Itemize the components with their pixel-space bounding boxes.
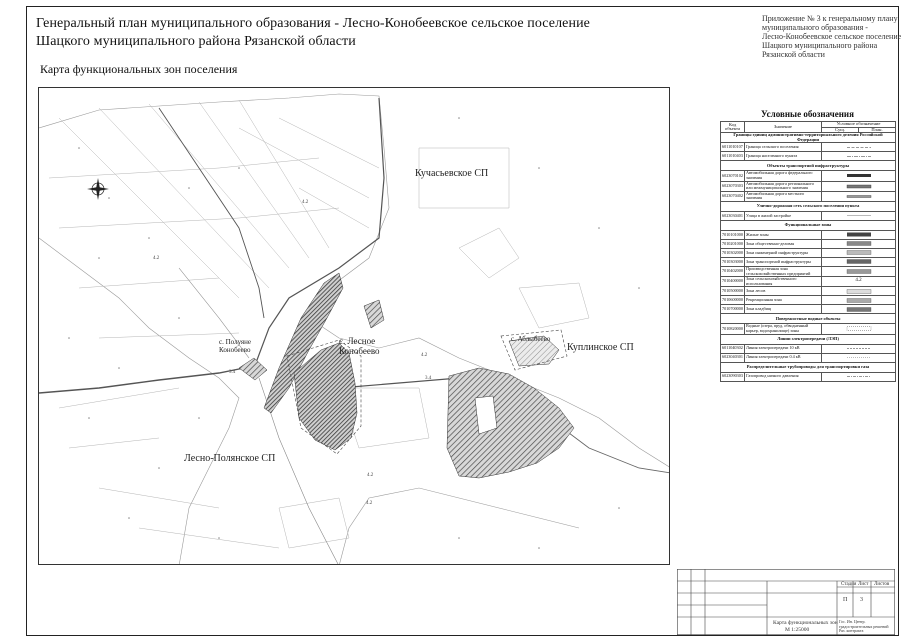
forest-dots: [68, 117, 640, 549]
legend-item-text: Зона кладбищ: [745, 305, 822, 314]
legend-section-title: Линии электропередачи (ЛЭП): [721, 334, 896, 344]
stamp-stage-value: П: [843, 597, 848, 603]
map-svg: [39, 88, 670, 565]
legend-section-title: Границы единиц административно-территориального деления Российской Федерации: [721, 133, 896, 143]
legend-section-title: Объекты транспортной инфраструктуры: [721, 161, 896, 171]
legend-section-title: Распределительные трубопроводы для транспортировки газа: [721, 362, 896, 372]
legend-item-row: [721, 353, 896, 362]
page-title-line1: Генеральный план муниципального образования - Лесно-Конобеевское сельское поселение: [36, 16, 590, 31]
legend-item-code: 7010101000: [721, 230, 745, 239]
legend-header-planned: План.: [859, 127, 896, 133]
appendix-line: муниципального образования -: [762, 23, 868, 32]
appendix-line: Шацкого муниципального района: [762, 41, 878, 50]
legend-title: Условные обозначения: [761, 109, 854, 119]
zone-code-label: 4.2: [302, 200, 309, 205]
legend-item-row: [721, 191, 896, 201]
legend-section-row: [721, 161, 896, 171]
legend-section-row: [721, 220, 896, 230]
legend-item-text: Рекреационная зона: [745, 296, 822, 305]
stamp-sheet-value: 3: [860, 597, 863, 603]
zone-code-label: 4.2: [367, 473, 374, 478]
legend-item-symbol: [822, 211, 896, 220]
appendix-note: [762, 14, 902, 59]
legend-item-code: 6011010403: [721, 152, 745, 161]
settlement-label-lesnoe: с. Лесное Конобеево: [339, 336, 380, 356]
neighbor-label-north: Кучасьевское СП: [415, 168, 489, 179]
legend-item-symbol: [822, 171, 896, 181]
legend-item-symbol: [822, 266, 896, 276]
legend-item-code: 7010500000: [721, 287, 745, 296]
legend-item-text: Зона лесов: [745, 287, 822, 296]
legend-item-code: 6011040302: [721, 344, 745, 353]
legend-section-row: [721, 362, 896, 372]
legend-item-text: Жилые зоны: [745, 230, 822, 239]
legend-item-text: Зона инженерной инфраструктуры: [745, 248, 822, 257]
zone-code-label: 4.2: [421, 353, 428, 358]
legend-section-row: [721, 133, 896, 143]
zone-central-east: [447, 368, 574, 478]
legend-item-row: [721, 344, 896, 353]
legend-item-text: Граница сельского поселения: [745, 143, 822, 152]
stamp-sheet-label: Лист: [858, 582, 869, 587]
legend-item-row: [721, 248, 896, 257]
legend-item-row: [721, 171, 896, 181]
legend-item-text: Граница населенного пункта: [745, 152, 822, 161]
legend-item-text: Автомобильная дорога федерального значения: [745, 171, 822, 181]
territory-boundary: [39, 94, 670, 565]
legend-item-code: 7010303000: [721, 257, 745, 266]
legend-item-symbol: [822, 230, 896, 239]
legend-body: [721, 133, 896, 381]
page-title-line2: Шацкого муниципального района Рязанской области: [36, 34, 356, 49]
legend-section-row: [721, 334, 896, 344]
legend-item-text: Автомобильная дорога регионального или межмуниципального значения: [745, 181, 822, 191]
zone-central-east-gap: [475, 396, 497, 434]
legend-item-text: Зона сельскохозяйственного использования: [745, 277, 822, 287]
appendix-line: Приложение № 3 к генеральному плану: [762, 14, 898, 23]
neighbor-label-east: Куплинское СП: [567, 342, 634, 353]
legend-item-text: Линия электропередачи 10 кВ: [745, 344, 822, 353]
stamp-org-note: Гос. Ин. Центр. градостроительных решений Ряз. контракта: [839, 619, 889, 633]
legend-item-code: 6023090303: [721, 372, 745, 381]
legend-item-code: 7010700000: [721, 305, 745, 314]
legend-item-row: [721, 266, 896, 276]
legend-item-symbol: [822, 248, 896, 257]
zone-code-label: 4.2: [366, 501, 373, 506]
legend-item-text: Зона общественно-деловая: [745, 239, 822, 248]
legend-item-row: [721, 372, 896, 381]
legend-item-row: [721, 230, 896, 239]
settlement-label-poluyanye: с. Полуяне Конобеево: [219, 338, 251, 354]
map-title: Карта функциональных зон поселения: [40, 62, 238, 76]
legend-item-code: 7010402000: [721, 266, 745, 276]
stamp-map-name: Карта функциональных зон: [773, 620, 838, 626]
zone-code-label: 3.4: [425, 376, 432, 381]
legend-item-row: [721, 181, 896, 191]
legend-item-code: 6023070102: [721, 171, 745, 181]
legend-item-text: Улица в жилой застройке: [745, 211, 822, 220]
legend-item-symbol: [822, 239, 896, 248]
legend-item-text: Автомобильная дорога местного значения: [745, 191, 822, 201]
legend-section-row: [721, 201, 896, 211]
legend: [720, 109, 895, 382]
legend-section-title: Поверхностные водные объекты: [721, 314, 896, 324]
legend-item-row: [721, 287, 896, 296]
legend-item-code: 7010201000: [721, 239, 745, 248]
legend-item-code: 7010820000: [721, 324, 745, 334]
map-canvas[interactable]: [38, 87, 670, 565]
legend-item-row: [721, 239, 896, 248]
roads: [39, 98, 670, 565]
stamp-scale: М 1:25000: [785, 627, 810, 633]
legend-item-code: 7010302000: [721, 248, 745, 257]
neighbor-label-southwest: Лесно-Полянское СП: [184, 453, 276, 464]
legend-header-existing: Сущ.: [822, 127, 859, 133]
legend-item-row: [721, 324, 896, 334]
stamp-sheets-label: Листов: [874, 582, 890, 587]
legend-item-symbol: [822, 191, 896, 201]
legend-item-symbol: [822, 143, 896, 152]
legend-item-row: [721, 152, 896, 161]
zone-west-junction: [239, 358, 267, 380]
legend-item-row: [721, 257, 896, 266]
legend-item-symbol: [822, 372, 896, 381]
legend-item-code: 7010400000: [721, 277, 745, 287]
stamp-stage-label: Стадия: [841, 582, 857, 587]
legend-item-text: Производственная зона сельскохозяйственных предприятий: [745, 266, 822, 276]
legend-item-row: [721, 296, 896, 305]
legend-section-row: [721, 314, 896, 324]
legend-item-symbol: [822, 305, 896, 314]
zone-lesnoe-small: [364, 300, 384, 328]
legend-item-symbol: [822, 152, 896, 161]
legend-item-text: Газопровод низкого давления: [745, 372, 822, 381]
legend-item-code: 6023070303: [721, 181, 745, 191]
legend-item-symbol: [822, 324, 896, 334]
legend-item-symbol: [822, 344, 896, 353]
compass-rose-icon: [87, 178, 109, 200]
title-block: [677, 569, 895, 635]
legend-item-row: [721, 143, 896, 152]
road-main-west: [39, 368, 244, 393]
functional-zones: [239, 273, 574, 478]
legend-item-symbol: [822, 181, 896, 191]
legend-table: [720, 121, 896, 382]
settlement-label-ablybeevo: с. Аблыбеево: [511, 335, 551, 343]
legend-section-title: Функциональные зоны: [721, 220, 896, 230]
legend-item-text: Линия электропередачи 0.4 кВ: [745, 353, 822, 362]
legend-item-code: 6023030401: [721, 211, 745, 220]
legend-item-symbol: [822, 287, 896, 296]
legend-item-text: Зона транспортной инфраструктуры: [745, 257, 822, 266]
legend-item-code: 6023070402: [721, 191, 745, 201]
road-north: [159, 108, 264, 318]
legend-header-code: Код объекта: [721, 122, 745, 133]
legend-item-symbol: [822, 257, 896, 266]
legend-item-row: [721, 211, 896, 220]
legend-item-symbol: [822, 296, 896, 305]
legend-item-symbol: [822, 353, 896, 362]
appendix-line: Рязанской области: [762, 50, 825, 59]
legend-item-code: 7010600000: [721, 296, 745, 305]
appendix-line: Лесно-Конобеевское сельское поселение: [762, 32, 902, 41]
zone-code-label: 3.4: [229, 370, 236, 375]
legend-item-code: 6011010107: [721, 143, 745, 152]
legend-item-symbol: 4.2: [822, 277, 896, 287]
zone-code-label: 4.2: [153, 256, 160, 261]
legend-section-title: Улично-дорожная сеть сельского поселения пункта: [721, 201, 896, 211]
legend-item-row: [721, 305, 896, 314]
legend-header-symbol: Условное обозначение: [822, 122, 896, 128]
legend-item-text: Водные (озера, пруд, обводненный карьер, водохранилище) зоны: [745, 324, 822, 334]
legend-header-meaning: Значение: [745, 122, 822, 133]
legend-item-row: [721, 277, 896, 287]
legend-item-code: 6023040301: [721, 353, 745, 362]
